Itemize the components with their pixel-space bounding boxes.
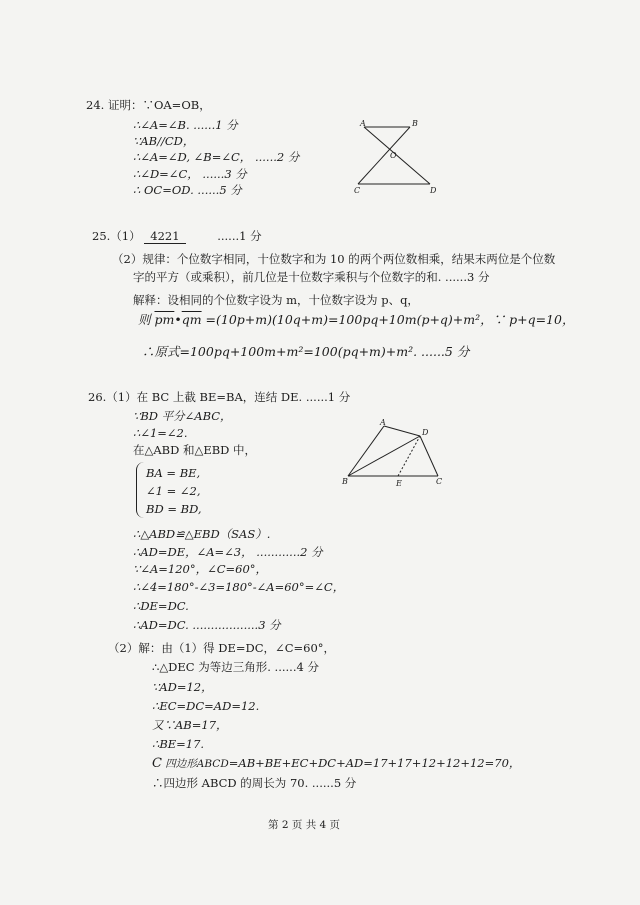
- fig2-label-d: D: [422, 428, 429, 437]
- q25-part1-num: 25.（1）: [92, 229, 141, 243]
- q26-p2-line-1: （2）解：由（1）得 DE=DC，∠C=60°，: [108, 641, 336, 655]
- q26-line-8: ∴∠4=180°-∠3=180°-∠A=60°=∠C，: [133, 580, 345, 594]
- q24-line-2: ∴∠A=∠B. ......1 分: [133, 118, 238, 132]
- q26-p2-line-7: C 四边形ABCD=AB+BE+EC+DC+AD=17+17+12+12+12=70，: [152, 756, 521, 771]
- q26-sys-3: BD = BD,: [146, 502, 202, 516]
- q26-p2-line-6: ∴BE=17.: [152, 737, 205, 751]
- q25-formula-2: ∴原式=100pq+100m+m²=100(pq+m)+m². ......5 分: [142, 344, 470, 359]
- q26-p2-line-5: 又∵AB=17，: [152, 718, 228, 732]
- fig1-label-o: O: [390, 151, 397, 160]
- fig1-label-b: B: [412, 119, 418, 128]
- q25-rule-1: （2）规律：个位数字相同，十位数字和为 10 的两个两位数相乘，结果末两位是个位数: [112, 252, 556, 266]
- q26-figure: [340, 420, 450, 490]
- q24-line-5: ∴∠D=∠C， ......3 分: [133, 167, 247, 181]
- q24-figure: [350, 118, 440, 196]
- q24-line-4: ∴∠A=∠D, ∠B=∠C， ......2 分: [133, 150, 300, 164]
- q26-sys-1: BA = BE,: [146, 466, 201, 480]
- q25-part1-score: ......1 分: [217, 229, 262, 243]
- q26-line-7: ∵∠A=120°，∠C=60°，: [133, 562, 268, 576]
- fig2-label-b: B: [342, 477, 348, 486]
- page-footer: 第 2 页 共 4 页: [268, 819, 341, 831]
- q25-part1: [92, 229, 262, 244]
- fig2-label-a: A: [380, 418, 386, 427]
- q26-line-5: ∴△ABD≌△EBD（SAS）.: [133, 527, 271, 541]
- fig2-label-e: E: [396, 479, 402, 488]
- q25-formula-1: 则 $\overline{pm}•\overline{qm} =(10p+m)(10q+m)=100pq+10m(p+q)+m^2$，∵ p+q=10，: [138, 312, 575, 327]
- q26-p2-line-3: ∵AD=12，: [152, 680, 213, 694]
- q25-explain: 解释：设相同的个位数字设为 m，十位数字设为 p、q，: [133, 293, 419, 307]
- q26-line-3: ∴∠1=∠2.: [133, 426, 188, 440]
- q26-p2-line-2: ∴△DEC 为等边三角形. ......4 分: [152, 660, 319, 674]
- q26-line-6: ∴AD=DE，∠A=∠3， ............2 分: [133, 545, 323, 559]
- q26-line-9: ∴DE=DC.: [133, 599, 189, 613]
- q25-rule-2: 字的平方（或乘积），前几位是十位数字乘积与个位数字的和. ......3 分: [133, 270, 490, 284]
- q26-line-2: ∵BD 平分∠ABC，: [133, 409, 232, 423]
- q26-p2-line-8: ∴四边形 ABCD 的周长为 70. ......5 分: [152, 776, 357, 790]
- q26-line-4: 在△ABD 和△EBD 中，: [133, 443, 257, 457]
- q26-line-1: 26.（1）在 BC 上截 BE=BA，连结 DE. ......1 分: [88, 390, 351, 404]
- q24-line-1: 24. 证明：∵OA=OB，: [86, 98, 211, 112]
- q26-sys-2: ∠1 = ∠2,: [146, 484, 201, 498]
- q26-line-10: ∴AD=DC. ..................3 分: [133, 618, 281, 632]
- q26-p2-line-4: ∴EC=DC=AD=12.: [152, 699, 260, 713]
- q24-line-6: ∴ OC=OD. ......5 分: [133, 183, 242, 197]
- fig1-label-c: C: [354, 186, 361, 195]
- fig1-label-a: A: [360, 119, 366, 128]
- q25-answer: 4221: [144, 229, 185, 244]
- q24-line-3: ∵AB//CD，: [133, 134, 195, 148]
- fig2-label-c: C: [436, 477, 443, 486]
- fig1-label-d: D: [430, 186, 437, 195]
